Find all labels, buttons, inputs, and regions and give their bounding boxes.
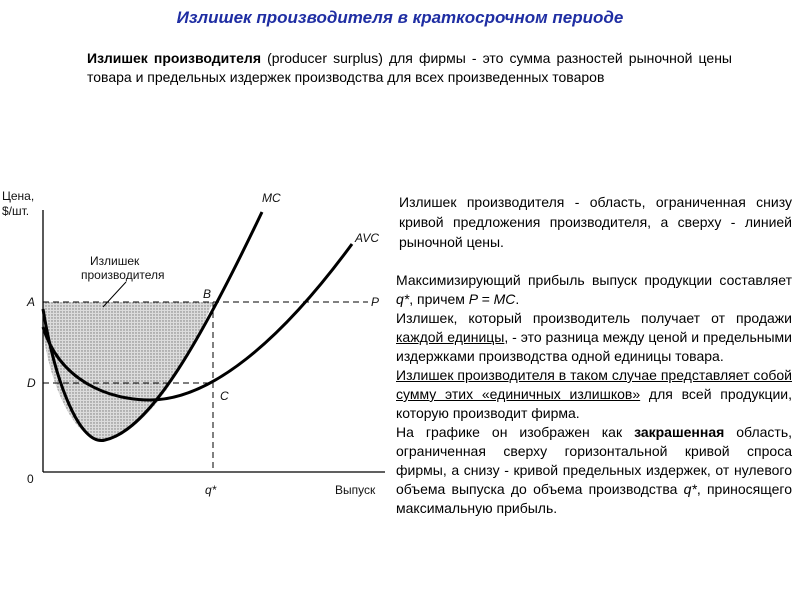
p1-text-b: , причем [409,291,469,307]
explanation-block [396,271,792,518]
q-star-label: q* [205,483,217,497]
producer-surplus-graph [0,182,392,500]
price-p-label: P [371,295,380,309]
surplus-area-note: Излишек производителя - область, ограниченная снизу кривой предложения производителя, а сверху - линией рыночной цены. [399,194,792,250]
y-axis-label-2: $/шт. [2,204,30,218]
p4-q-star: q* [683,481,697,497]
p1-text-c: . [515,291,520,307]
p4-text-a: На графике он изображен как [396,424,635,440]
point-d-label: D [27,376,36,390]
p2-text-b: , - это разница между ценой и предельными издержками производства одной единицы товара. [396,329,792,364]
p2-text-a: Излишек, который производитель получает от продажи [396,310,792,326]
p3-text-b: для всей продукции, которую производит фирма. [396,386,792,421]
p4-text-c: область, ограниченная сверху горизонтальной кривой спроса фирмы, а снизу - кривой предельных издержек, от нулевого объема выпуска до объема производства [396,424,792,497]
p4-bold: закрашенная [634,424,725,440]
origin-label: 0 [27,472,34,486]
explanation-p1 [396,271,792,309]
explanation-p3 [396,366,792,423]
mc-label: MC [262,191,281,205]
p3-underlined: Излишек производителя в таком случае представляет собой сумму этих «единичных излишков» [396,367,792,402]
p4-text-d: , приносящего максимальную прибыль. [396,481,792,516]
x-axis-label: Выпуск [335,483,376,497]
explanation-p4 [396,423,792,518]
definition-text: (producer surplus) для фирмы - это сумма разностей рыночной цены товара и предельных издержек производства для всех произведенных товаров [87,50,732,85]
definition-term: Излишек производителя [87,50,261,66]
p2-underlined: каждой единицы [396,329,505,345]
avc-label: AVC [355,231,380,245]
point-a-label: A [27,295,36,309]
point-c-label: C [220,389,229,403]
y-axis-label-1: Цена, [2,189,35,203]
p1-text-a: Максимизирующий прибыль выпуск продукции составляет [396,272,792,288]
p1-equation: P = MC [468,291,516,307]
explanation-p2 [396,309,792,366]
slide-title: Излишек производителя в краткосрочном периоде [176,8,624,27]
surplus-label-1: Излишек [90,254,140,268]
definition-paragraph [87,49,732,87]
surplus-label-2: производителя [81,268,165,282]
p1-q-star: q* [396,291,410,307]
point-b-label: B [203,287,212,301]
